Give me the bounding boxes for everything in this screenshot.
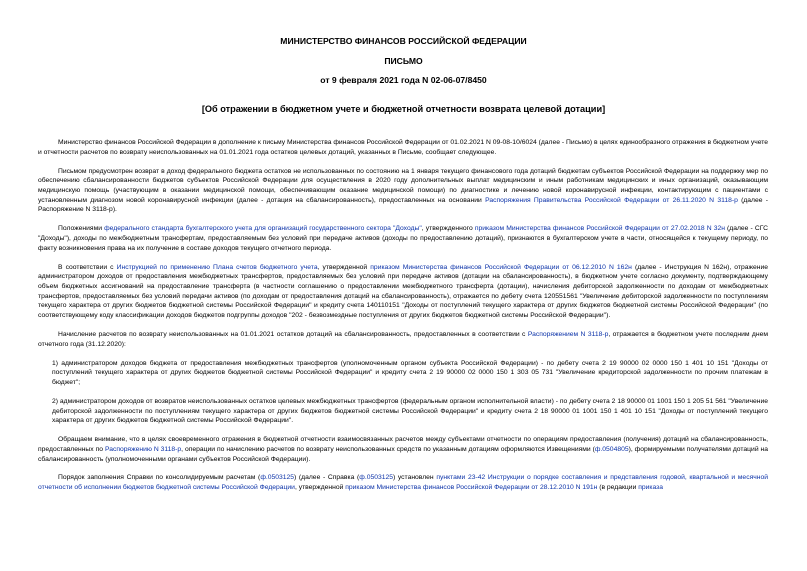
- paragraph-text: ), формируемыми получателями дотаций на сбалансированность (уполномоченными органами субъектов Российской Федерации).: [38, 445, 768, 463]
- document-link[interactable]: ф.0504805: [594, 445, 629, 453]
- document-link[interactable]: Инструкцией по применению Плана счетов бюджетного учета: [116, 263, 318, 271]
- paragraph: [38, 138, 768, 157]
- paragraph-text: Начисление расчетов по возврату неиспользованных на 01.01.2021 остатков дотаций на сбалансированность, предоставленных в соответствии с: [58, 331, 528, 338]
- document-link[interactable]: приказа: [638, 484, 664, 492]
- document-link[interactable]: приказом Министерства финансов Российской Федерации от 27.02.2018 N 32н: [474, 225, 725, 233]
- paragraph-text: Порядок заполнения Справки по консолидируемым расчетам (: [58, 474, 261, 482]
- paragraph-text: 2) администратором доходов от возвратов неиспользованных остатков целевых межбюджетных трансфертов (федеральным органом исполнительной власти) - по дебету счета 2 18 90000 01 1001 150 1 205 51 561 "Увеличение дебиторской задолженности по поступлениям текущего характера от других бюджетов бюджетной системы Российской Федерации" и кредиту счета 2 18 90000 01 1001 150 1 401 10 151 "Доходы от поступлений текущего характера от других бюджетов бюджетной системы Российской Федерации".: [52, 397, 768, 425]
- paragraph: [38, 167, 768, 216]
- document-link[interactable]: приказом Министерства финансов Российской Федерации от 28.12.2010 N 191н: [345, 484, 598, 492]
- paragraph-text: (далее - Распоряжение N 3118-р).: [38, 196, 769, 214]
- document-link[interactable]: Распоряжению N 3118-р: [104, 445, 182, 453]
- document-body: [38, 138, 768, 493]
- paragraph-text: Положениями: [58, 225, 105, 233]
- document-link[interactable]: ф.0503125: [260, 474, 295, 482]
- document-link[interactable]: Распоряжением N 3118-р: [527, 331, 609, 338]
- paragraph-text: Письмом предусмотрен возврат в доход федерального бюджета остатков не использованных по состоянию на 1 января текущего финансового года дотаций бюджетам субъектов Российской Федерации на поддержку мер по обеспечению сбалансированности бюджетов субъектов Российской Федерации для осуществления в 2020 году дополнительных выплат медицинским и иным работникам медицинских и иных организаций, оказывающим медицинскую помощь (участвующим в оказании медицинской помощи, обеспечивающим оказание медицинской помощи) по диагностике и лечению новой коронавирусной инфекции, контактирующим с пациентами с установленным диагнозом новой коронавирусной инфекции (далее - дотация на сбалансированность), предоставленных на основании: [38, 167, 768, 204]
- paragraph-text: ) (далее - Справка (: [294, 474, 360, 482]
- document-link[interactable]: ф.0503125: [359, 474, 393, 482]
- document-link[interactable]: Распоряжения Правительства Российской Федерации от 26.11.2020 N 3118-р: [485, 196, 738, 204]
- paragraph: [38, 359, 768, 388]
- ministry-heading: МИНИСТЕРСТВО ФИНАНСОВ РОССИЙСКОЙ ФЕДЕРАЦИИ: [280, 36, 527, 46]
- paragraph: [38, 263, 768, 321]
- paragraph-text: , утвержденного: [421, 225, 475, 233]
- paragraph: [38, 473, 768, 492]
- document-link[interactable]: пунктами 23-42 Инструкции о порядке составления и представления годовой, квартальной и месячной отчетности об исполнении бюджетов бюджетной системы Российской Федерации: [38, 474, 768, 492]
- paragraph: [38, 224, 768, 253]
- paragraph-text: Министерство финансов Российской Федерации в дополнение к письму Министерства финансов Российской Федерации от 01.02.2021 N 09-08-10/6024 (далее - Письмо) в целях единообразного отражения в бюджетном учете и отчетности расчетов по возврату неиспользованных на 01.01.2021 года остатков целевых дотаций, указанных в Письме, сообщает следующее.: [38, 139, 769, 156]
- paragraph: [38, 330, 768, 349]
- paragraph: [38, 435, 768, 464]
- document-link[interactable]: федерального стандарта бухгалтерского учета для организаций государственного сектора "Доходы": [104, 225, 422, 233]
- paragraph-text: , отражается в бюджетном учете последним днем отчетного года (31.12.2020):: [38, 331, 768, 348]
- paragraph-text: (в редакции: [597, 484, 639, 492]
- document-subject: [Об отражении в бюджетном учете и бюджетной отчетности возврата целевой дотации]: [201, 104, 606, 114]
- paragraph-text: , утвержденной: [317, 263, 371, 271]
- document-date-number: от 9 февраля 2021 года N 02-06-07/8450: [320, 75, 487, 85]
- paragraph-text: , утвержденной: [294, 484, 346, 492]
- document-link[interactable]: приказом Министерства финансов Российской Федерации от 06.12.2010 N 162н: [370, 263, 632, 271]
- paragraph-text: (далее - Инструкция N 162н), отражение администратором доходов от предоставления межбюджетных трансфертов, предоставляемых без условий при передаче активов (дотации на сбалансированность), в бюджетном учете согласно документу, подтверждающему объем бюджетных ассигнований на предоставление трансферта (в частности соглашению о предоставлении межбюджетного трансферта (дотации), начисления дебиторской задолженности по доходам от межбюджетных трансфертов, предоставляемых без условий передачи активов (по доходам от предоставления дотаций на сбалансированность), отражается по дебету счета 120551561 "Увеличение дебиторской задолженности по поступлениям текущего характера от других бюджетов бюджетной системы Российской Федерации" и кредиту счета 140110151 "Доходы от поступлений текущего характера от других бюджетов бюджетной системы Российской Федерации" (по соответствующему коду классификации доходов бюджетов подгруппы доходов "202 - безвозмездные поступления от других бюджетов бюджетной системы Российской Федерации").: [38, 263, 768, 320]
- paragraph-text: ) установлен: [392, 474, 437, 482]
- paragraph-text: , операции по начислению расчетов по возврату неиспользованных средств по указанным дотациям оформляются Извещениями (: [181, 445, 595, 453]
- document-type: ПИСЬМО: [384, 56, 423, 66]
- paragraph-text: (далее - СГС "Доходы"), доходы по межбюджетным трансфертам, предоставляемым без условий при передаче активов (доходы по предоставлению дотаций), признаются в бухгалтерском учете в части, относящейся к текущему периоду, по факту возникновения права на их получение в составе доходов текущего отчетного периода.: [38, 225, 768, 252]
- paragraph: [38, 397, 768, 426]
- paragraph-text: 1) администратором доходов бюджета от предоставления межбюджетных трансфертов (уполномоченным органом субъекта Российской Федерации) - по дебету счета 2 19 90000 02 0000 150 1 401 10 151 "Доходы от поступлений текущего характера от других бюджетов бюджетной системы Российской Федерации" и кредиту счета 2 19 90000 02 0000 150 1 303 05 731 "Увеличение кредиторской задолженности по прочим платежам в бюджет";: [52, 359, 768, 386]
- paragraph-text: В соответствии с: [58, 263, 117, 271]
- paragraph-text: Обращаем внимание, что в целях своевременного отражения в бюджетной отчетности взаимосвязанных расчетов между субъектами отчетности по операциям предоставления (получения) дотаций на сбалансированность, предоставленных по: [38, 436, 768, 453]
